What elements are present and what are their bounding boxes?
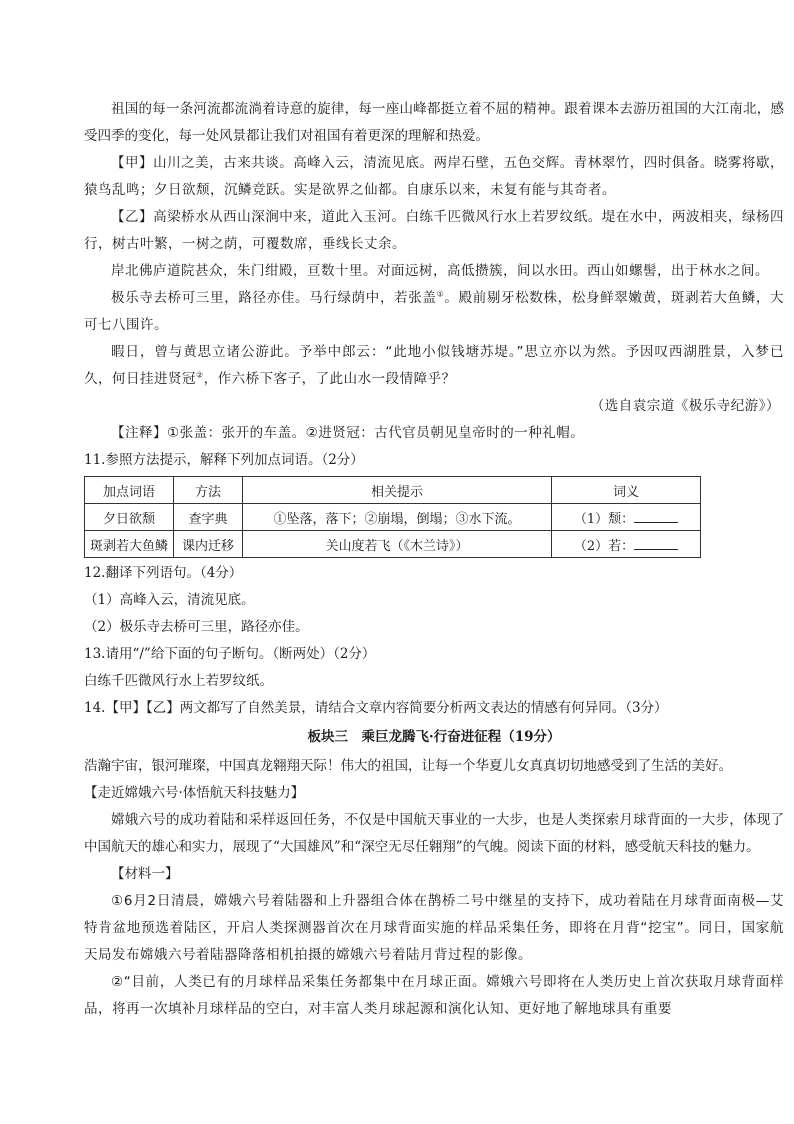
question-12-2: （2）极乐寺去桥可三里，路径亦佳。 (84, 619, 309, 635)
passage-jia: 【甲】山川之美，古来共谈。高峰入云，清流见底。两岸石壁，五色交辉。青林翠竹，四时俱备。晓雾将歇，猿鸟乱鸣；夕日欲颓，沉鳞竞跃。实是欲界之仙都。自康乐以来，未复有能与其奇者。 (84, 155, 784, 198)
passage-yi-p1: 【乙】高梁桥水从西山深涧中来，道此入玉河。白练千匹微风行水上若罗纹纸。堤在水中，两波相夹，绿杨四行，树古叶繁，一树之荫，可覆数席，垂线长丈余。 (84, 209, 784, 252)
document-page (84, 96, 784, 1023)
table-cell-answer[interactable] (552, 504, 701, 531)
question-13: 13.请用“/”给下面的句子断句。（断两处）（2分） (84, 646, 376, 662)
footnotes: 【注释】①张盖：张开的车盖。②进贤冠：古代官员朝见皇帝时的一种礼帽。 (111, 425, 585, 441)
table-row (85, 531, 701, 558)
method-table (84, 476, 701, 558)
passage-yi-p4-text-2: ，作六桥下客子，了此山水一段情障乎？ (203, 371, 456, 387)
section-3-subtitle: 【走近嫦娥六号·体悟航天科技魅力】 (84, 785, 305, 801)
passage-yi-p3-text-2: 。殿前剔牙松数株，松身鲜翠嫩黄，斑剥若大鱼鳞，大可七八围许。 (84, 290, 785, 333)
question-13-text: 白练千匹微风行水上若罗纹纸。 (84, 673, 273, 689)
footnote-marker-2: ② (196, 370, 204, 380)
question-11: 11.参照方法提示，解释下列加点词语。（2分） (84, 452, 364, 468)
passage-yi-p4 (84, 339, 784, 393)
passage-yi-p3-text: 极乐寺去桥可三里，路径亦佳。马行绿荫中，若张盖 (111, 290, 437, 306)
question-14: 14.【甲】【乙】两文都写了自然美景，请结合文章内容简要分析两文表达的情感有何异同。（3分） (84, 700, 668, 716)
table-header-row (85, 477, 701, 504)
answer-label: （2）若： (573, 538, 635, 554)
answer-blank[interactable] (634, 510, 678, 523)
table-header: 方法 (174, 477, 243, 504)
section-3-intro: 浩瀚宇宙，银河璀璨，中国真龙翱翔天际！伟大的祖国，让每一个华夏儿女真真切切地感受到了生活的美好。 (84, 758, 732, 774)
footnote-marker-1: ① (436, 289, 445, 299)
table-header: 词义 (552, 477, 701, 504)
material-1-title: 【材料一】 (111, 866, 179, 882)
answer-blank[interactable] (634, 537, 678, 550)
table-cell-hint: 关山度若飞（《木兰诗》） (243, 531, 552, 558)
intro-paragraph: 祖国的每一条河流都流淌着诗意的旋律，每一座山峰都挺立着不屈的精神。跟着课本去游历祖国的大江南北，感受四季的变化，每一处风景都让我们对祖国有着更深的理解和热爱。 (84, 101, 784, 144)
table-cell-method: 查字典 (174, 504, 243, 531)
table-row (85, 504, 701, 531)
passage-yi-p4-text: 暇日，曾与黄思立诸公游此。予举中郎云：“此地小似钱塘苏堤。”思立亦以为然。予因叹西湖胜景，入梦已久，何日挂进贤冠 (84, 344, 784, 387)
passage-yi-p3 (84, 285, 784, 339)
question-12-1: （1）高峰入云，清流见底。 (84, 592, 255, 608)
answer-label: （1）颓： (573, 511, 635, 527)
material-1-paragraph-2: ②“目前，人类已有的月球样品采集任务都集中在月球正面。嫦娥六号即将在人类历史上首次获取月球背面样品，将再一次填补月球样品的空白，对丰富人类月球起源和演化认知、更好地了解地球具有重要 (84, 974, 784, 1017)
section-3-paragraph: 嫦娥六号的成功着陆和采样返回任务，不仅是中国航天事业的一大步，也是人类探索月球背面的一大步，体现了中国航天的雄心和实力，展现了“大国雄风”和“深空无尽任翱翔”的气魄。阅读下面的材料，感受航天科技的魅力。 (84, 812, 784, 855)
table-cell-answer[interactable] (552, 531, 701, 558)
table-cell-method: 课内迁移 (174, 531, 243, 558)
passage-source: （选自袁宗道《极乐寺纪游》） (590, 398, 780, 414)
material-1-paragraph-1: ①6月2日清晨，嫦娥六号着陆器和上升器组合体在鹊桥二号中继星的支持下，成功着陆在月球背面南极—艾特肯盆地预选着陆区，开启人类探测器首次在月球背面实施的样品采集任务，即将在月背“挖宝”。同日，国家航天局发布嫦娥六号着陆器降落相机拍摄的嫦娥六号着陆月背过程的影像。 (84, 893, 784, 963)
table-cell-word: 斑剥若大鱼鳞 (85, 531, 174, 558)
table-cell-hint: ①坠落，落下；②崩塌，倒塌；③水下流。 (243, 504, 552, 531)
table-header: 加点词语 (85, 477, 174, 504)
section-3-title: 板块三 乘巨龙腾飞·行奋进征程（19分） (307, 729, 561, 745)
table-cell-word: 夕日欲颓 (85, 504, 174, 531)
passage-yi-p2: 岸北佛庐道院甚众，朱门绀殿，亘数十里。对面远树，高低攒簇，间以水田。西山如螺髻，出于林水之间。 (111, 263, 769, 279)
question-12: 12.翻译下列语句。（4分） (84, 565, 243, 581)
table-header: 相关提示 (243, 477, 552, 504)
